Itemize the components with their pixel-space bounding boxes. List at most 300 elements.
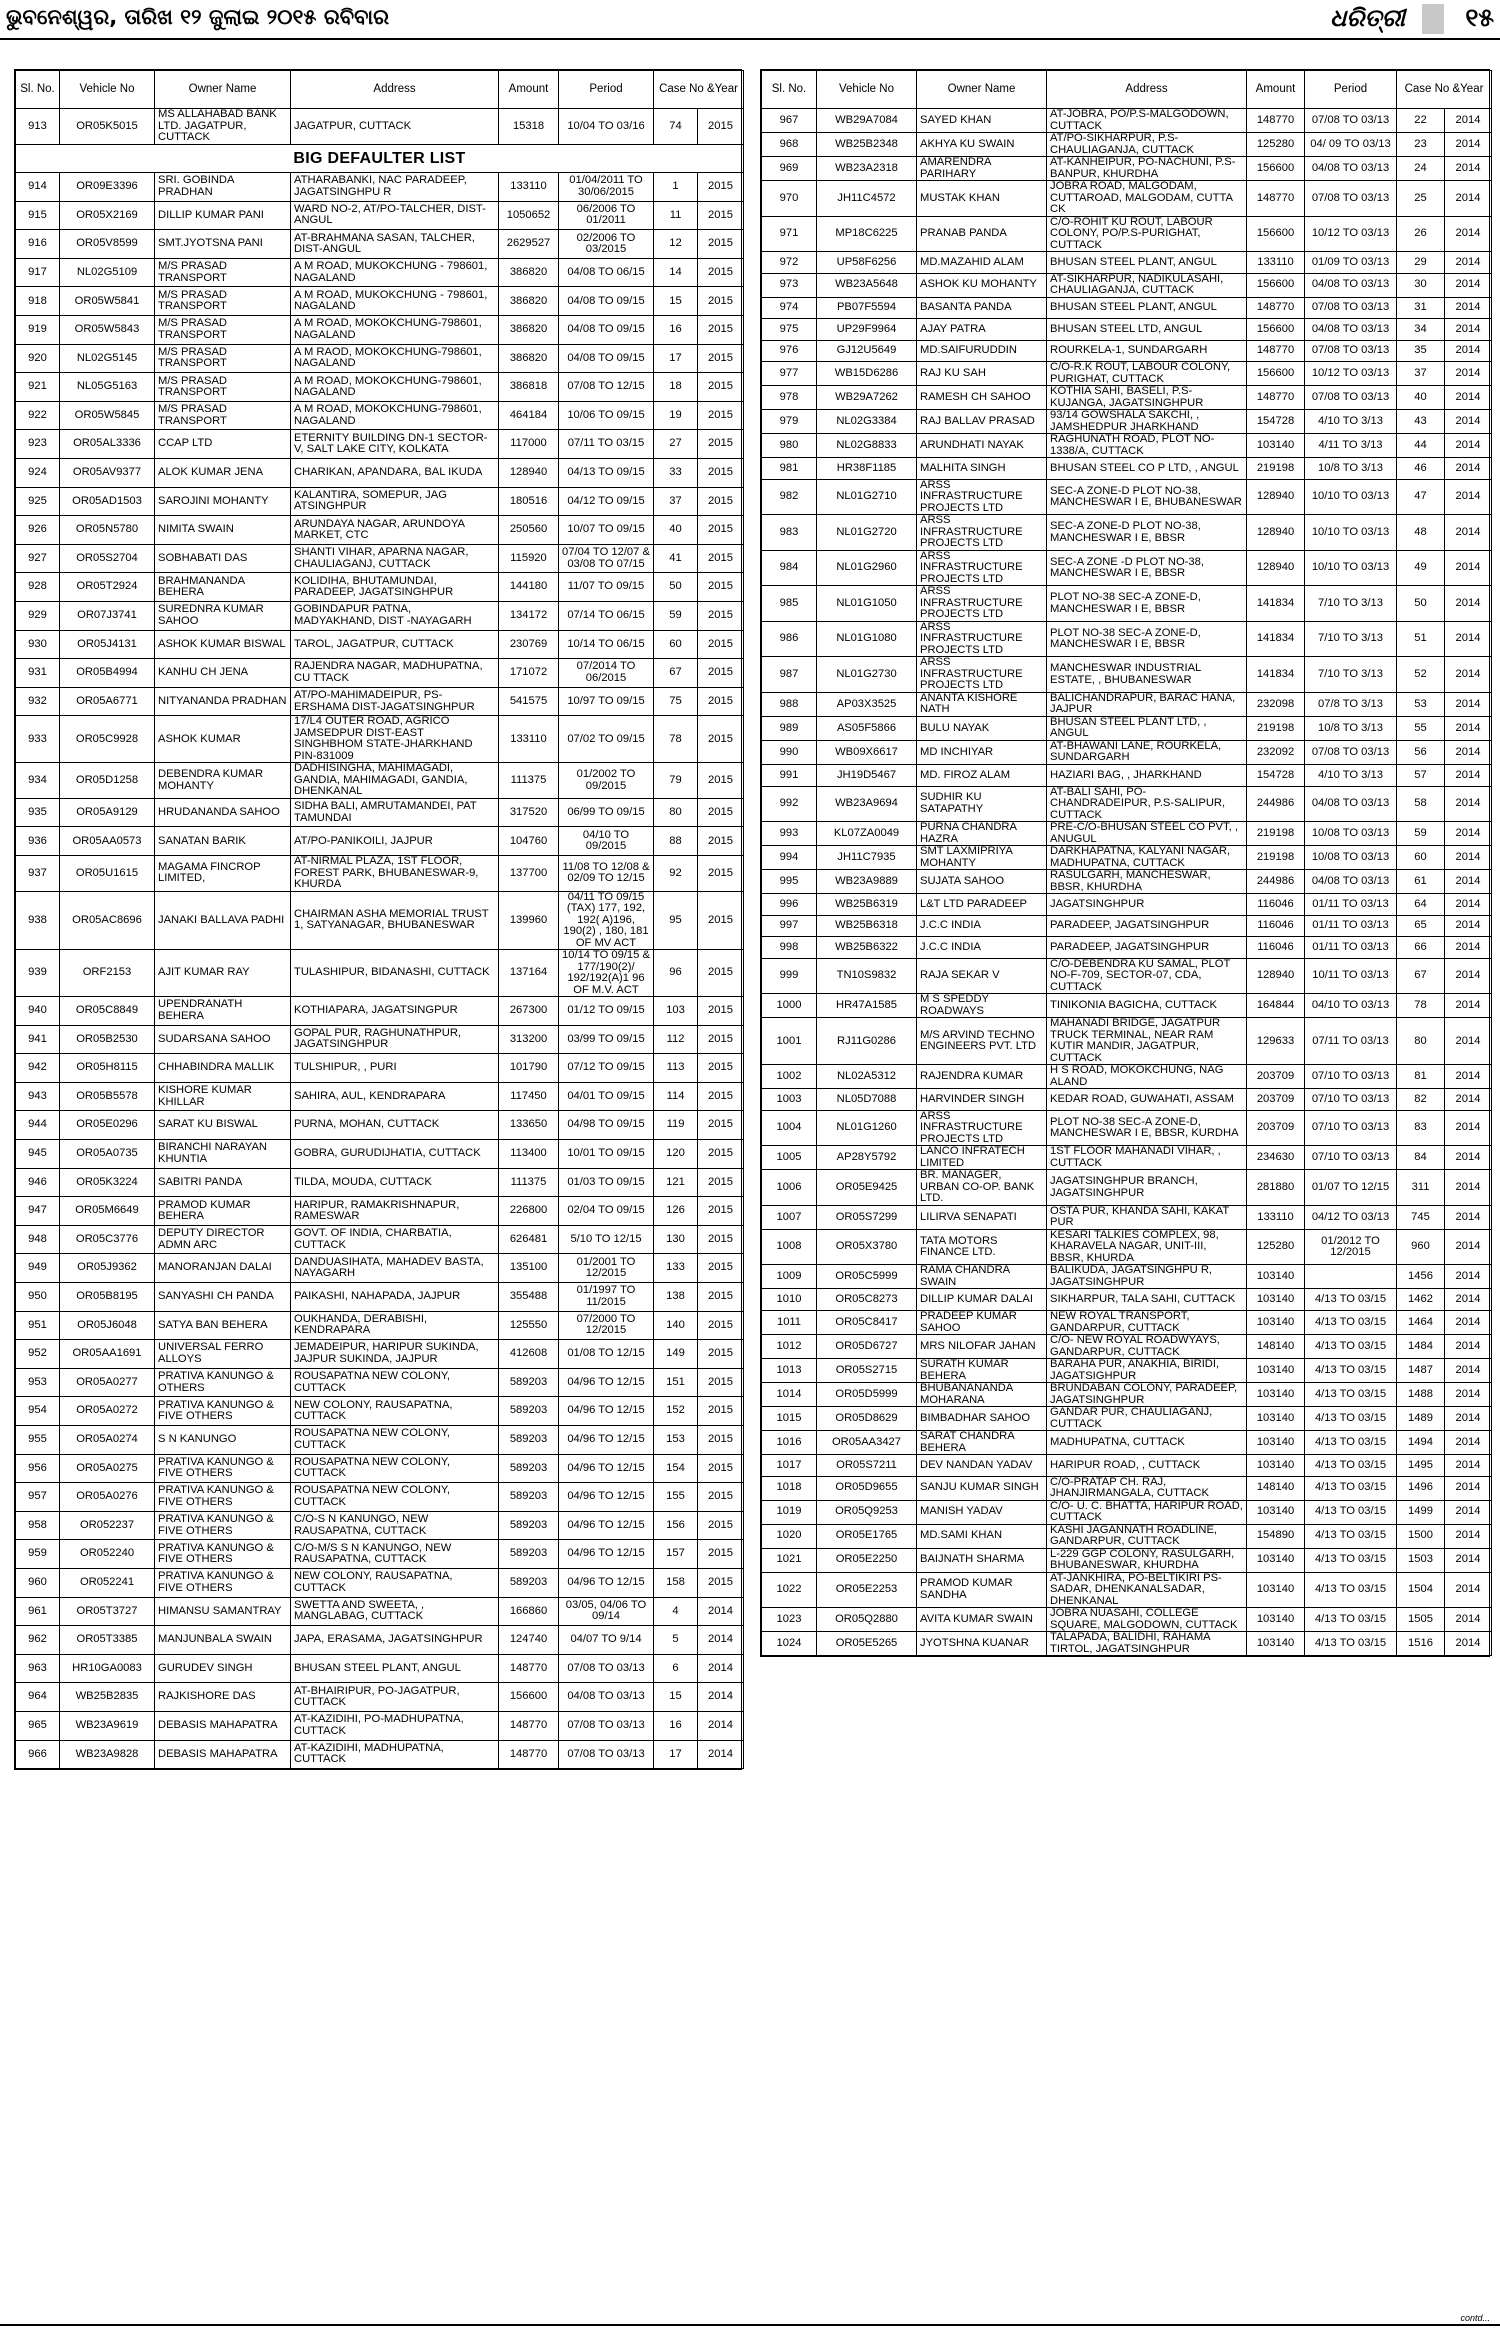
cell-period: 04/96 TO 12/15 <box>559 1425 654 1454</box>
cell-address: C/O-DEBENDRA KU SAMAL, PLOT NO-F-709, SECTOR-07, CDA, CUTTACK <box>1047 958 1247 994</box>
cell-slno: 964 <box>16 1683 60 1712</box>
cell-case-year: 2015 <box>698 1254 744 1283</box>
cell-owner-name: PRATIVA KANUNGO & FIVE OTHERS <box>155 1454 291 1483</box>
cell-vehicle-no: OR052237 <box>60 1511 155 1540</box>
cell-period: 02/2006 TO 03/2015 <box>559 230 654 259</box>
cell-vehicle-no: WB23A5648 <box>817 273 917 297</box>
table-row <box>762 157 1492 181</box>
cell-owner-name: SANYASHI CH PANDA <box>155 1283 291 1312</box>
cell-amount: 232092 <box>1247 740 1305 764</box>
table-row <box>16 109 744 145</box>
cell-case-no: 1464 <box>1397 1311 1445 1335</box>
cell-slno: 982 <box>762 479 817 515</box>
cell-owner-name: SARAT CHANDRA BEHERA <box>917 1431 1047 1455</box>
table-row <box>762 586 1492 622</box>
table-row <box>762 1146 1492 1170</box>
cell-case-year: 2015 <box>698 373 744 402</box>
cell-period: 01/2002 TO 09/2015 <box>559 763 654 799</box>
cell-amount: 133110 <box>1247 1205 1305 1229</box>
cell-slno: 937 <box>16 856 60 892</box>
cell-case-no: 43 <box>1397 410 1445 434</box>
cell-amount: 141834 <box>1247 621 1305 657</box>
cell-address: ARUNDAYA NAGAR, ARUNDOYA MARKET, CTC <box>291 516 499 545</box>
cell-vehicle-no: OR05A0275 <box>60 1454 155 1483</box>
cell-slno: 968 <box>762 133 817 157</box>
cell-slno: 983 <box>762 515 817 551</box>
table-row <box>16 173 744 202</box>
cell-address: HARIPUR ROAD, , CUTTACK <box>1047 1455 1247 1477</box>
cell-amount: 116046 <box>1247 937 1305 959</box>
cell-address: BHUSAN STEEL CO P LTD, , ANGUL <box>1047 458 1247 480</box>
cell-owner-name: RAJA SEKAR V <box>917 958 1047 994</box>
cell-case-no: 31 <box>1397 297 1445 319</box>
cell-owner-name: SOBHABATI DAS <box>155 544 291 573</box>
cell-address: DARKHAPATNA, KALYANI NAGAR, MADHUPATNA, CUTTACK <box>1047 846 1247 870</box>
table-row <box>16 1368 744 1397</box>
cell-vehicle-no: OR05C8849 <box>60 997 155 1026</box>
cell-period: 4/13 TO 03/15 <box>1305 1524 1397 1548</box>
cell-vehicle-no: OR05S7299 <box>817 1205 917 1229</box>
cell-amount: 1050652 <box>499 201 559 230</box>
cell-period: 07/8 TO 3/13 <box>1305 692 1397 716</box>
col-header-vehicle: Vehicle No <box>60 71 155 109</box>
cell-case-no: 140 <box>654 1311 698 1340</box>
cell-slno: 943 <box>16 1082 60 1111</box>
cell-vehicle-no: OR05E1765 <box>817 1524 917 1548</box>
cell-period: 04/08 TO 09/15 <box>559 316 654 345</box>
cell-slno: 1020 <box>762 1524 817 1548</box>
cell-period: 5/10 TO 12/15 <box>559 1225 654 1254</box>
date-line: ଭୁବନେଶ୍ୱର, ତାରିଖ ୧୨ ଜୁଲାଇ ୨୦୧୫ ରବିବାର <box>6 5 390 29</box>
cell-owner-name: LILIRVA SENAPATI <box>917 1205 1047 1229</box>
cell-period: 04/96 TO 12/15 <box>559 1568 654 1597</box>
table-row <box>16 230 744 259</box>
cell-case-no: 74 <box>654 109 698 145</box>
cell-period: 10/8 TO 3/13 <box>1305 458 1397 480</box>
cell-case-no: 75 <box>654 687 698 716</box>
cell-slno: 918 <box>16 287 60 316</box>
cell-case-no: 60 <box>654 630 698 659</box>
cell-case-no: 16 <box>654 1711 698 1740</box>
cell-amount: 103140 <box>1247 1632 1305 1656</box>
table-body-left <box>16 109 744 1769</box>
cell-amount: 117000 <box>499 430 559 459</box>
cell-period: 02/04 TO 09/15 <box>559 1197 654 1226</box>
col-header-period: Period <box>1305 71 1397 109</box>
cell-amount: 219198 <box>1247 846 1305 870</box>
table-row <box>16 1454 744 1483</box>
table-row <box>16 997 744 1026</box>
cell-case-no: 34 <box>1397 319 1445 341</box>
cell-address: GOBRA, GURUDIJHATIA, CUTTACK <box>291 1140 499 1169</box>
table-row <box>16 1425 744 1454</box>
cell-period: 07/10 TO 03/13 <box>1305 1065 1397 1089</box>
cell-owner-name: PRADEEP KUMAR SAHOO <box>917 1311 1047 1335</box>
cell-period: 07/2014 TO 06/2015 <box>559 659 654 688</box>
cell-vehicle-no: HR38F1185 <box>817 458 917 480</box>
table-row <box>16 344 744 373</box>
cell-owner-name: MD.SAIFURUDDIN <box>917 340 1047 362</box>
cell-owner-name: BRAHMANANDA BEHERA <box>155 573 291 602</box>
cell-case-year: 2015 <box>698 1225 744 1254</box>
cell-period: 07/11 TO 03/15 <box>559 430 654 459</box>
cell-case-no: 156 <box>654 1511 698 1540</box>
cell-slno: 921 <box>16 373 60 402</box>
table-row <box>16 316 744 345</box>
cell-case-no: 5 <box>654 1626 698 1655</box>
cell-owner-name: NITYANANDA PRADHAN <box>155 687 291 716</box>
cell-vehicle-no: TN10S9832 <box>817 958 917 994</box>
cell-amount: 230769 <box>499 630 559 659</box>
cell-vehicle-no: NL02G5145 <box>60 344 155 373</box>
cell-owner-name: DEPUTY DIRECTOR ADMN ARC <box>155 1225 291 1254</box>
cell-case-year: 2014 <box>1445 458 1492 480</box>
cell-owner-name: RAMA CHANDRA SWAIN <box>917 1265 1047 1289</box>
cell-period: 10/97 TO 09/15 <box>559 687 654 716</box>
cell-address: 17/L4 OUTER ROAD, AGRICO JAMSEDPUR DIST-EAST SINGHBHOM STATE-JHARKHAND PIN-831009 <box>291 716 499 763</box>
cell-period: 4/13 TO 03/15 <box>1305 1383 1397 1407</box>
cell-case-year: 2014 <box>1445 109 1492 133</box>
cell-case-year: 2014 <box>1445 1500 1492 1524</box>
cell-period: 04/96 TO 12/15 <box>559 1454 654 1483</box>
table-row <box>16 544 744 573</box>
cell-case-no: 12 <box>654 230 698 259</box>
cell-case-year: 2014 <box>1445 1205 1492 1229</box>
cell-case-no: 27 <box>654 430 698 459</box>
cell-case-no: 83 <box>1397 1110 1445 1146</box>
cell-address: ATHARABANKI, NAC PARADEEP, JAGATSINGHPU R <box>291 173 499 202</box>
cell-address: L-229 GGP COLONY, RASULGARH, BHUBANESWAR, KHURDHA <box>1047 1548 1247 1572</box>
cell-case-no: 158 <box>654 1568 698 1597</box>
cell-vehicle-no: OR05D9655 <box>817 1476 917 1500</box>
table-row <box>762 1524 1492 1548</box>
cell-amount: 386820 <box>499 258 559 287</box>
cell-address: NEW ROYAL TRANSPORT, GANDARPUR, CUTTACK <box>1047 1311 1247 1335</box>
table-row <box>762 252 1492 274</box>
cell-vehicle-no: OR05AA1691 <box>60 1340 155 1369</box>
cell-address: KOTHIAPARA, JAGATSINGPUR <box>291 997 499 1026</box>
cell-slno: 971 <box>762 216 817 252</box>
cell-owner-name: BR. MANAGER, URBAN CO-OP. BANK LTD. <box>917 1170 1047 1206</box>
cell-vehicle-no: OR05E2250 <box>817 1548 917 1572</box>
cell-case-year: 2014 <box>1445 1311 1492 1335</box>
table-row <box>16 716 744 763</box>
cell-vehicle-no: ORF2153 <box>60 950 155 997</box>
cell-slno: 985 <box>762 586 817 622</box>
cell-amount: 148770 <box>1247 297 1305 319</box>
cell-address: TINIKONIA BAGICHA, CUTTACK <box>1047 994 1247 1018</box>
cell-period: 01/08 TO 12/15 <box>559 1340 654 1369</box>
cell-vehicle-no: NL02G8833 <box>817 434 917 458</box>
cell-amount: 386820 <box>499 316 559 345</box>
cell-case-no: 11 <box>654 201 698 230</box>
table-row <box>762 657 1492 693</box>
cell-period: 10/07 TO 09/15 <box>559 516 654 545</box>
cell-case-year: 2015 <box>698 716 744 763</box>
cell-vehicle-no: WB23A9694 <box>817 786 917 822</box>
defaulter-table-right <box>761 70 1492 1656</box>
cell-owner-name: SANATAN BARIK <box>155 827 291 856</box>
cell-owner-name: AKHYA KU SWAIN <box>917 133 1047 157</box>
cell-amount: 244986 <box>1247 870 1305 894</box>
cell-slno: 966 <box>16 1740 60 1769</box>
cell-amount: 156600 <box>499 1683 559 1712</box>
cell-period: 04/96 TO 12/15 <box>559 1397 654 1426</box>
cell-address: PAIKASHI, NAHAPADA, JAJPUR <box>291 1283 499 1312</box>
cell-slno: 957 <box>16 1483 60 1512</box>
cell-case-year: 2015 <box>698 1283 744 1312</box>
cell-slno: 1016 <box>762 1431 817 1455</box>
cell-vehicle-no: OR052241 <box>60 1568 155 1597</box>
cell-vehicle-no: OR05S7211 <box>817 1455 917 1477</box>
cell-case-year: 2015 <box>698 173 744 202</box>
cell-amount: 203709 <box>1247 1065 1305 1089</box>
table-row <box>762 740 1492 764</box>
cell-owner-name: UNIVERSAL FERRO ALLOYS <box>155 1340 291 1369</box>
col-header-case: Case No &Year <box>1397 71 1492 109</box>
cell-vehicle-no: WB25B2348 <box>817 133 917 157</box>
cell-vehicle-no: JH19D5467 <box>817 764 917 786</box>
table-row <box>16 798 744 827</box>
cell-owner-name: SAYED KHAN <box>917 109 1047 133</box>
cell-address: AT/PO-PANIKOILI, JAJPUR <box>291 827 499 856</box>
cell-period: 4/13 TO 03/15 <box>1305 1548 1397 1572</box>
cell-address: MAHANADI BRIDGE, JAGATPUR TRUCK TERMINAL, NEAR RAM KUTIR MANDIR, JAGATPUR, CUTTACK <box>1047 1018 1247 1065</box>
table-row <box>16 1225 744 1254</box>
cell-address: AT-NIRMAL PLAZA, 1ST FLOOR, FOREST PARK, BHUBANESWAR-9, KHURDA <box>291 856 499 892</box>
cell-owner-name: ASHOK KUMAR BISWAL <box>155 630 291 659</box>
cell-amount: 464184 <box>499 401 559 430</box>
col-header-amount: Amount <box>499 71 559 109</box>
table-row <box>762 1335 1492 1359</box>
cell-slno: 936 <box>16 827 60 856</box>
cell-address: KOTHIA SAHI, BASELI, P.S-KUJANGA, JAGATSINGHPUR <box>1047 386 1247 410</box>
cell-address: TULASHIPUR, BIDANASHI, CUTTACK <box>291 950 499 997</box>
cell-amount: 135100 <box>499 1254 559 1283</box>
table-row <box>16 1711 744 1740</box>
cell-owner-name: GURUDEV SINGH <box>155 1654 291 1683</box>
cell-owner-name: M/S PRASAD TRANSPORT <box>155 316 291 345</box>
cell-owner-name: ARUNDHATI NAYAK <box>917 434 1047 458</box>
cell-address: OSTA PUR, KHANDA SAHI, KAKAT PUR <box>1047 1205 1247 1229</box>
footer-rule <box>0 2324 1500 2326</box>
cell-amount: 219198 <box>1247 458 1305 480</box>
cell-period: 07/10 TO 03/13 <box>1305 1089 1397 1111</box>
col-header-address: Address <box>291 71 499 109</box>
cell-slno: 933 <box>16 716 60 763</box>
cell-amount: 156600 <box>1247 362 1305 386</box>
table-row <box>762 340 1492 362</box>
cell-case-year: 2014 <box>1445 716 1492 740</box>
cell-case-no: 33 <box>654 459 698 488</box>
table-row <box>16 1683 744 1712</box>
cell-owner-name: DEBASIS MAHAPATRA <box>155 1740 291 1769</box>
table-row <box>762 846 1492 870</box>
cell-slno: 965 <box>16 1711 60 1740</box>
cell-address: ROUSAPATNA NEW COLONY, CUTTACK <box>291 1483 499 1512</box>
table-row <box>762 1205 1492 1229</box>
cell-address: AT/PO-MAHIMADEIPUR, PS-ERSHAMA DIST-JAGATSINGHPUR <box>291 687 499 716</box>
table-row <box>762 458 1492 480</box>
table-row <box>762 1608 1492 1632</box>
cell-slno: 919 <box>16 316 60 345</box>
cell-case-no: 59 <box>1397 822 1445 846</box>
cell-vehicle-no: HR10GA0083 <box>60 1654 155 1683</box>
cell-amount: 148770 <box>1247 109 1305 133</box>
left-column <box>14 69 742 1770</box>
cell-owner-name: MD.MAZAHID ALAM <box>917 252 1047 274</box>
table-row <box>762 822 1492 846</box>
cell-period: 04/96 TO 12/15 <box>559 1511 654 1540</box>
table-row <box>16 1397 744 1426</box>
cell-case-year: 2014 <box>1445 434 1492 458</box>
cell-amount: 234630 <box>1247 1146 1305 1170</box>
cell-address: BHUSAN STEEL PLANT, ANGUL <box>1047 297 1247 319</box>
cell-period: 04/10 TO 09/2015 <box>559 827 654 856</box>
cell-amount: 313200 <box>499 1025 559 1054</box>
cell-amount: 133650 <box>499 1111 559 1140</box>
cell-vehicle-no: GJ12U5649 <box>817 340 917 362</box>
cell-vehicle-no: PB07F5594 <box>817 297 917 319</box>
cell-owner-name: RAMESH CH SAHOO <box>917 386 1047 410</box>
cell-case-year: 2014 <box>1445 1289 1492 1311</box>
col-header-owner: Owner Name <box>155 71 291 109</box>
cell-vehicle-no: OR05B2530 <box>60 1025 155 1054</box>
cell-period: 4/13 TO 03/15 <box>1305 1359 1397 1383</box>
cell-address: AT-BHAIRIPUR, PO-JAGATPUR, CUTTACK <box>291 1683 499 1712</box>
cell-address: C/O-S N KANUNGO, NEW RAUSAPATNA, CUTTACK <box>291 1511 499 1540</box>
table-header-row <box>16 71 744 109</box>
cell-period: 07/12 TO 09/15 <box>559 1054 654 1083</box>
cell-slno: 997 <box>762 915 817 937</box>
cell-vehicle-no: OR05C8273 <box>817 1289 917 1311</box>
table-row <box>762 515 1492 551</box>
cell-case-year: 2014 <box>1445 340 1492 362</box>
cell-period: 01/11 TO 03/13 <box>1305 894 1397 916</box>
cell-case-year: 2014 <box>1445 410 1492 434</box>
cell-amount: 148770 <box>1247 181 1305 217</box>
cell-period: 11/08 TO 12/08 & 02/09 TO 12/15 <box>559 856 654 892</box>
cell-amount: 148770 <box>1247 386 1305 410</box>
cell-vehicle-no: AP28Y5792 <box>817 1146 917 1170</box>
cell-case-no: 17 <box>654 344 698 373</box>
cell-owner-name: JYOTSHNA KUANAR <box>917 1632 1047 1656</box>
cell-amount: 137700 <box>499 856 559 892</box>
col-header-vehicle: Vehicle No <box>817 71 917 109</box>
cell-case-no: 66 <box>1397 937 1445 959</box>
cell-owner-name: SATYA BAN BEHERA <box>155 1311 291 1340</box>
cell-owner-name: ARSS INFRASTRUCTURE PROJECTS LTD <box>917 1110 1047 1146</box>
cell-owner-name: SRI. GOBINDA PRADHAN <box>155 173 291 202</box>
cell-period: 04/10 TO 03/13 <box>1305 994 1397 1018</box>
cell-case-no: 67 <box>1397 958 1445 994</box>
cell-slno: 996 <box>762 894 817 916</box>
cell-slno: 974 <box>762 297 817 319</box>
cell-amount: 128940 <box>1247 550 1305 586</box>
cell-amount: 180516 <box>499 487 559 516</box>
cell-vehicle-no: WB25B6322 <box>817 937 917 959</box>
cell-slno: 1009 <box>762 1265 817 1289</box>
cell-slno: 972 <box>762 252 817 274</box>
cell-address: GOVT. OF INDIA, CHARBATIA, CUTTACK <box>291 1225 499 1254</box>
cell-amount: 103140 <box>1247 1311 1305 1335</box>
col-header-owner: Owner Name <box>917 71 1047 109</box>
cell-owner-name: BHUBANANANDA MOHARANA <box>917 1383 1047 1407</box>
cell-slno: 981 <box>762 458 817 480</box>
cell-address: C/O- NEW ROYAL ROADWYAYS, GANDARPUR, CUTTACK <box>1047 1335 1247 1359</box>
cell-address: RAGHUNATH ROAD, PLOT NO-1338/A, CUTTACK <box>1047 434 1247 458</box>
cell-slno: 999 <box>762 958 817 994</box>
cell-period: 10/11 TO 03/13 <box>1305 958 1397 994</box>
cell-case-no: 82 <box>1397 1089 1445 1111</box>
cell-owner-name: SUJATA SAHOO <box>917 870 1047 894</box>
cell-vehicle-no: OR05A0276 <box>60 1483 155 1512</box>
cell-period: 4/13 TO 03/15 <box>1305 1500 1397 1524</box>
cell-address: AT-JANKHIRA, PO-BELTIKIRI PS-SADAR, DHENKANALSADAR, DHENKANAL <box>1047 1572 1247 1608</box>
cell-case-year: 2015 <box>698 344 744 373</box>
cell-slno: 929 <box>16 602 60 631</box>
cell-case-no: 1516 <box>1397 1632 1445 1656</box>
cell-period: 01/2001 TO 12/2015 <box>559 1254 654 1283</box>
table-row <box>762 1018 1492 1065</box>
cell-slno: 990 <box>762 740 817 764</box>
cell-owner-name: MRS NILOFAR JAHAN <box>917 1335 1047 1359</box>
table-row <box>16 1340 744 1369</box>
cell-case-year: 2015 <box>698 1311 744 1340</box>
table-row <box>16 430 744 459</box>
cell-case-no: 30 <box>1397 273 1445 297</box>
table-row <box>16 1597 744 1626</box>
cell-address: BHUSAN STEEL PLANT LTD, , ANGUL <box>1047 716 1247 740</box>
cell-address: C/O-R.K ROUT, LABOUR COLONY, PURIGHAT, CUTTACK <box>1047 362 1247 386</box>
cell-owner-name: SMT.JYOTSNA PANI <box>155 230 291 259</box>
cell-case-no: 154 <box>654 1454 698 1483</box>
defaulter-table-left <box>15 70 744 1769</box>
cell-case-no: 1504 <box>1397 1572 1445 1608</box>
cell-vehicle-no: OR05AC8696 <box>60 891 155 950</box>
table-row <box>762 764 1492 786</box>
cell-owner-name: AJIT KUMAR RAY <box>155 950 291 997</box>
cell-slno: 956 <box>16 1454 60 1483</box>
list-banner: BIG DEFAULTER LIST <box>16 144 744 173</box>
cell-case-year: 2014 <box>1445 319 1492 341</box>
cell-owner-name: ARSS INFRASTRUCTURE PROJECTS LTD <box>917 479 1047 515</box>
col-header-amount: Amount <box>1247 71 1305 109</box>
cell-address: A M ROAD, MUKOKCHUNG - 798601, NAGALAND <box>291 258 499 287</box>
cell-period: 07/08 TO 03/13 <box>559 1740 654 1769</box>
cell-amount: 103140 <box>1247 1383 1305 1407</box>
cell-vehicle-no: OR05A0274 <box>60 1425 155 1454</box>
cell-period: 04/07 TO 9/14 <box>559 1626 654 1655</box>
cell-period: 4/13 TO 03/15 <box>1305 1311 1397 1335</box>
col-header-period: Period <box>559 71 654 109</box>
cell-owner-name: MAGAMA FINCROP LIMITED, <box>155 856 291 892</box>
cell-owner-name: CHHABINDRA MALLIK <box>155 1054 291 1083</box>
cell-amount: 355488 <box>499 1283 559 1312</box>
table-row <box>16 630 744 659</box>
cell-amount: 103140 <box>1247 1608 1305 1632</box>
cell-case-no: 121 <box>654 1168 698 1197</box>
cell-address: AT-KAZIDIHI, PO-MADHUPATNA, CUTTACK <box>291 1711 499 1740</box>
table-row <box>762 1500 1492 1524</box>
cell-case-no: 52 <box>1397 657 1445 693</box>
cell-amount: 101790 <box>499 1054 559 1083</box>
cell-period: 07/14 TO 06/15 <box>559 602 654 631</box>
table-row <box>762 1383 1492 1407</box>
cell-address: BHUSAN STEEL PLANT, ANGUL <box>1047 252 1247 274</box>
cell-owner-name: PRAMOD KUMAR SANDHA <box>917 1572 1047 1608</box>
table-row <box>16 687 744 716</box>
